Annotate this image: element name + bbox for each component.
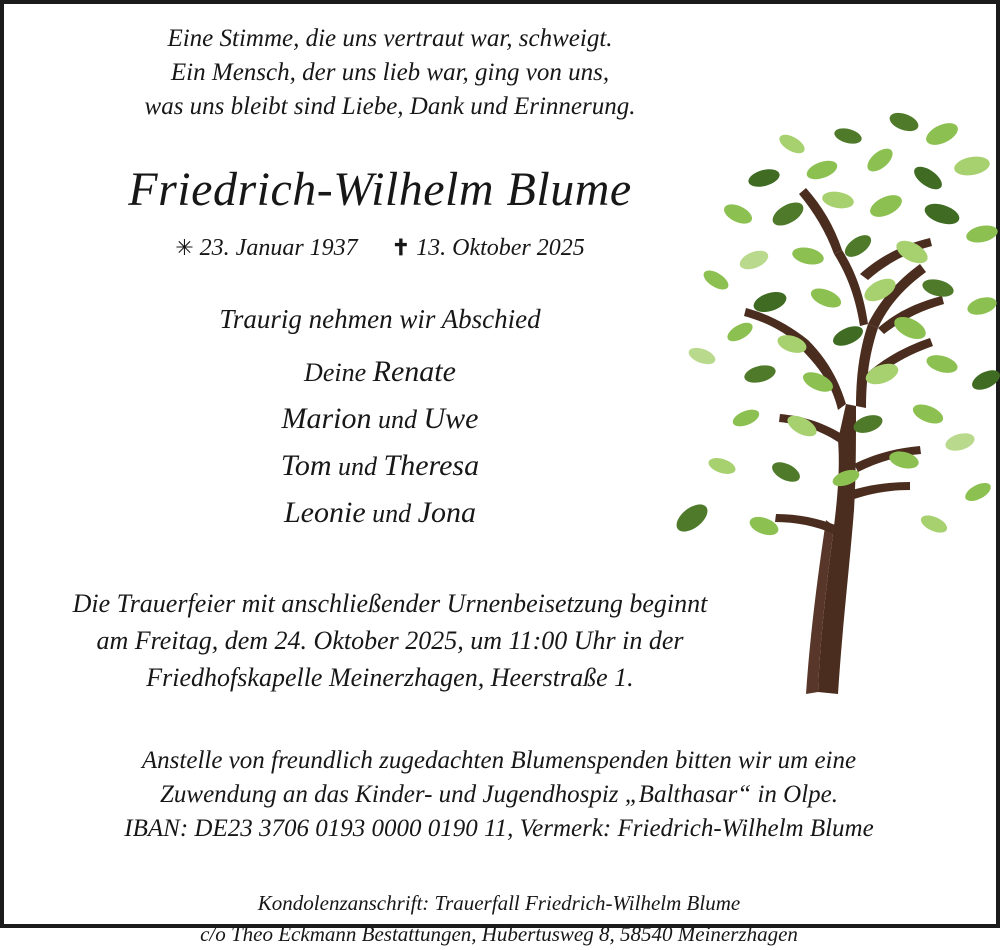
donation-line-2: Zuwendung an das Kinder- und Jugendhospiz „Balthasar“ in Olpe. (160, 781, 838, 808)
verse-line-1: Eine Stimme, die uns vertraut war, schweigt. (167, 25, 613, 52)
ceremony-line-2: am Freitag, dem 24. Oktober 2025, um 11:00 Uhr in der (96, 626, 684, 655)
donation-line-1: Anstelle von freundlich zugedachten Blumenspenden bitten wir um eine (141, 747, 857, 774)
verse-line-2: Ein Mensch, der uns lieb war, ging von uns, (170, 59, 610, 86)
family-block (10, 304, 750, 537)
ceremony-block (10, 585, 770, 696)
family-member-row (10, 490, 750, 537)
family-member-row (10, 443, 750, 490)
death-cross-icon: ✝ (391, 235, 411, 260)
family-member-second-name: Jona (417, 496, 476, 529)
condolence-line-1: Kondolenzanschrift: Trauerfall Friedrich-Wilhelm Blume (257, 891, 741, 915)
family-lead-text: Traurig nehmen wir Abschied (219, 304, 541, 334)
donation-iban-line: IBAN: DE23 3706 0193 0000 0190 11, Vermerk: Friedrich-Wilhelm Blume (124, 815, 874, 842)
donation-block (4, 744, 994, 846)
deceased-name: Friedrich-Wilhelm Blume (128, 163, 632, 216)
verse-line-3: was uns bleibt sind Liebe, Dank und Erinnerung. (144, 93, 636, 120)
birth-date: 23. Januar 1937 (199, 235, 358, 261)
family-member-conjunction: und (371, 405, 424, 434)
ceremony-line-3: Friedhofskapelle Meinerzhagen, Heerstraße 1. (146, 663, 634, 692)
ceremony-line-1: Die Trauerfeier mit anschließender Urnenbeisetzung beginnt (72, 589, 708, 618)
family-member-row (10, 396, 750, 443)
condolence-block (4, 888, 994, 950)
family-member-conjunction: und (365, 499, 418, 528)
birth-symbol-icon: ✳ (175, 235, 194, 260)
condolence-line-2: c/o Theo Eckmann Bestattungen, Hubertusweg 8, 58540 Meinerzhagen (200, 922, 798, 946)
death-date: 13. Oktober 2025 (416, 235, 585, 261)
family-member-second-name: Uwe (423, 402, 479, 435)
family-member-name: Leonie (284, 496, 366, 529)
family-member-name: Renate (372, 355, 456, 388)
family-member-name: Tom (280, 449, 332, 482)
verse-block (10, 4, 770, 124)
life-dates (10, 235, 750, 262)
family-member-second-name: Theresa (383, 449, 480, 482)
family-member-conjunction: und (331, 452, 384, 481)
family-member-row (10, 349, 750, 396)
family-member-name: Marion (281, 402, 372, 435)
family-member-prefix: Deine (304, 358, 373, 387)
